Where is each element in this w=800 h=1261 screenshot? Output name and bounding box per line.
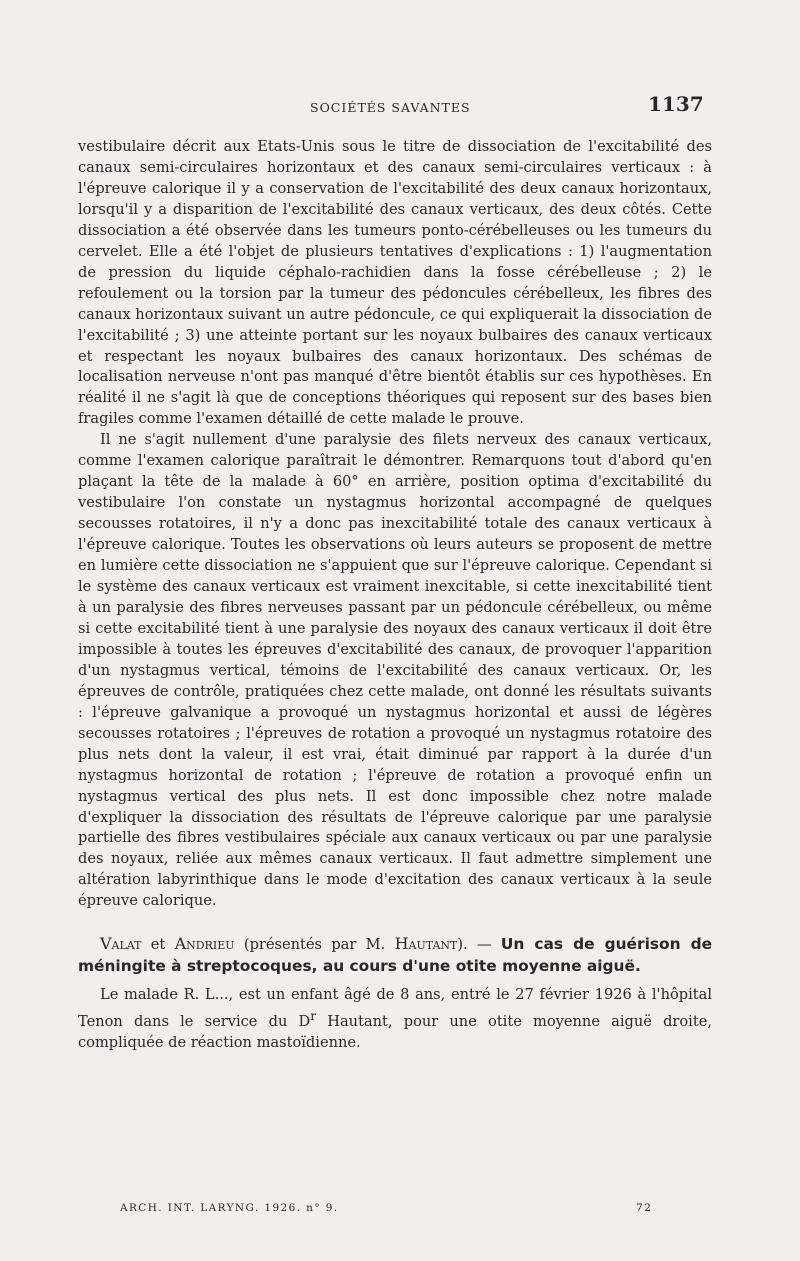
case-text-suffix: Hautant, pour une otite moyenne aiguë droite, compliquée de réaction mastoïdienne. — [78, 1013, 712, 1052]
case-title: Un cas de guérison de méningite à streptocoques, au cours d'une otite moyenne aiguë. — [78, 935, 713, 975]
session-heading — [78, 934, 712, 977]
case-text-prefix: Le malade R. L..., est un enfant âgé de 8 ans, entré le 27 février 1926 à l'hôpital Tenon dans le service du D — [78, 986, 712, 1031]
author-connector: et — [150, 936, 166, 954]
running-title: SOCIÉTÉS SAVANTES — [310, 100, 471, 115]
page-number: 1137 — [648, 92, 704, 116]
presenter-close: ). — [457, 936, 468, 954]
body-text — [78, 137, 712, 1054]
author-name: Andrieu — [174, 934, 235, 954]
journal-reference: ARCH. INT. LARYNG. 1926. n° 9. — [120, 1202, 339, 1214]
case-text-superscript: r — [310, 1009, 317, 1024]
footer — [0, 1202, 800, 1222]
presented-by: (présentés par M. — [243, 936, 386, 954]
author-name: Valat — [100, 934, 142, 954]
running-head — [0, 90, 800, 120]
paragraph: Il ne s'agit nullement d'une paralysie des filets nerveux des canaux verticaux, comme l'examen calorique paraîtrait le démontrer. Remarquons tout d'abord qu'en plaçant la tête de la malade à 60° en arrière, position optima d'excitabilité du vestibulaire l'on constate un nystagmus horizontal accompagné de quelques secousses rotatoires, il n'y a donc pas inexcitabilité totale des canaux verticaux à l'épreuve calorique. Toutes les observations où leurs auteurs se proposent de mettre en lumière cette dissociation ne s'appuient que sur l'épreuve calorique. Cependant si le système des canaux verticaux est vraiment inexcitable, si cette inexcitabilité tient à un paralysie des fibres nerveuses passant par un pédoncule cérébelleux, ou même si cette excitabilité tient à une paralysie des noyaux des canaux verticaux il doit être impossible à toutes les épreuves d'excitabilité des canaux, de provoquer l'apparition d'un nystagmus vertical, témoins de l'excitabilité des canaux verticaux. Or, les épreuves de contrôle, pratiquées chez cette malade, ont donné les résultats suivants : l'épreuve galvanique a provoqué un nystagmus horizontal et aussi de légères secousses rotatoires ; l'épreuves de rotation a provoqué un nystagmus rotatoire des plus nets dont la valeur, il est vrai, était diminué par rapport à la durée d'un nystagmus horizontal de rotation ; l'épreuve de rotation a provoqué enfin un nystagmus vertical des plus nets. Il est donc impossible chez notre malade d'expliquer la dissociation des résultats de l'épreuve calorique par une paralysie partielle des fibres vestibulaires spéciale aux canaux verticaux ou par une paralysie des noyaux, reliée aux mêmes canaux verticaux. Il faut admettre simplement une altération labyrinthique dans le mode d'excitation des canaux verticaux à la seule épreuve calorique. — [78, 431, 712, 910]
title-dash: — — [467, 936, 501, 954]
signature-mark: 72 — [636, 1202, 653, 1214]
presenter-name: Hautant — [394, 934, 458, 954]
paragraph: vestibulaire décrit aux Etats-Unis sous le titre de dissociation de l'excitabilité des canaux semi-circulaires horizontaux et des canaux semi-circulaires verticaux : à l'épreuve calorique il y a conservation de l'excitabilité des deux canaux horizontaux, lorsqu'il y a disparition de l'excitabilité des canaux verticaux, des deux côtés. Cette dissociation a été observée dans les tumeurs ponto-cérébelleuses ou les tumeurs du cervelet. Elle a été l'objet de plusieurs tentatives d'explications : 1) l'augmentation de pression du liquide céphalo-rachidien dans la fosse cérébelleuse ; 2) le refoulement ou la torsion par la tumeur des pédoncules cérébelleux, les fibres des canaux horizontaux suivant un autre pédoncule, ce qui expliquerait la dissociation de l'excitabilité ; 3) une atteinte portant sur les noyaux bulbaires des canaux verticaux et respectant les noyaux bulbaires des canaux horizontaux. Des schémas de localisation nerveuse n'ont pas manqué d'être bientôt établis sur ces hypothèses. En réalité il ne s'agit là que de conceptions théoriques qui reposent sur des bases bien fragiles comme l'examen détaillé de cette malade le prouve. — [78, 138, 712, 428]
case-paragraph — [78, 985, 712, 1054]
